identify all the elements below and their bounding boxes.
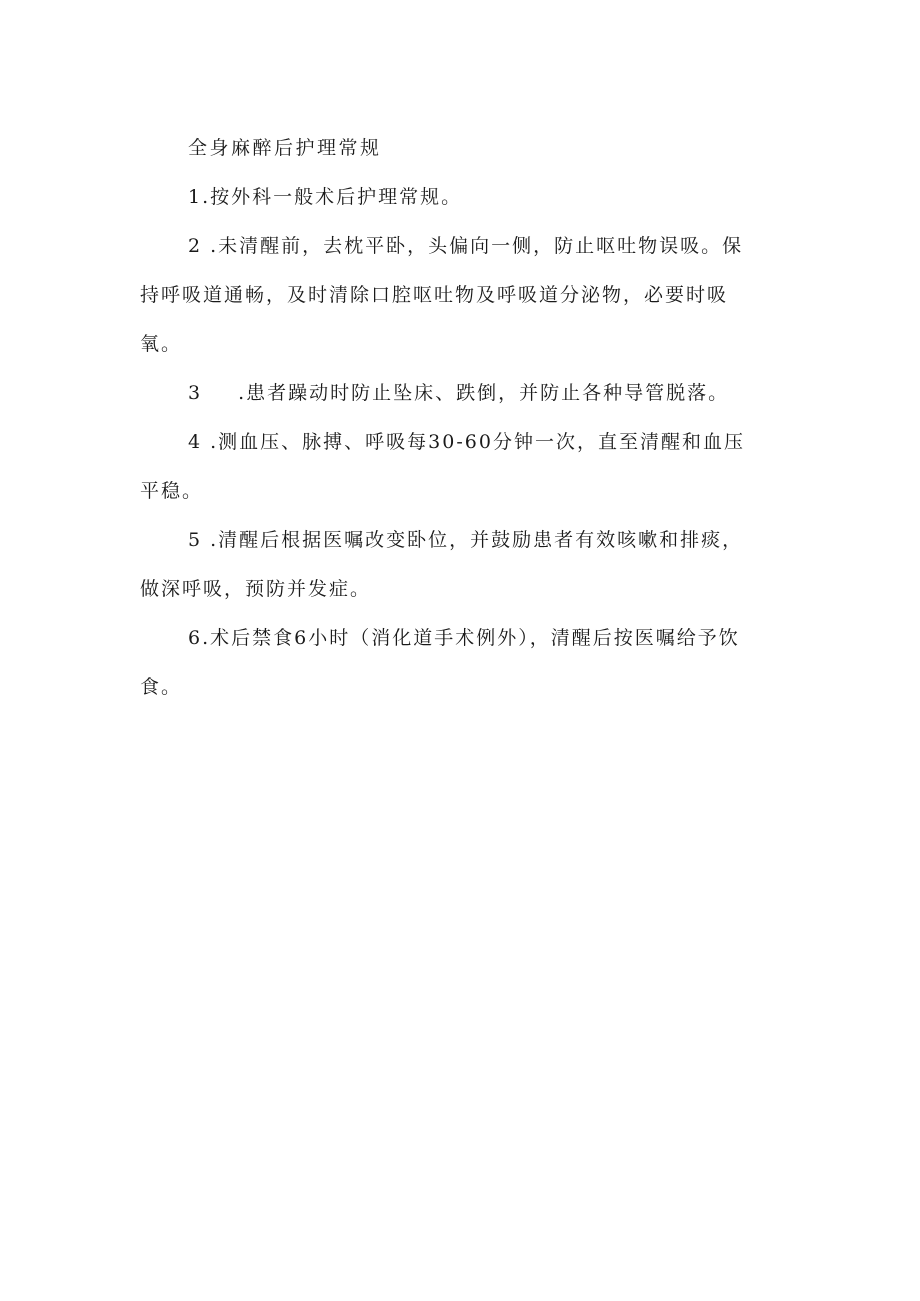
- item-5-line-2: 做深呼吸，预防并发症。: [140, 578, 372, 600]
- document-body: [140, 124, 790, 712]
- item-6-line-1: 6.术后禁食6小时（消化道手术例外），清醒后按医嘱给予饮: [188, 627, 740, 649]
- item-5-line-1: 5 .清醒后根据医嘱改变卧位，并鼓励患者有效咳嗽和排痰，: [188, 529, 744, 551]
- item-6-line-2: 食。: [140, 676, 183, 698]
- item-4-line-2: 平稳。: [140, 480, 204, 502]
- item-3-number: 3: [188, 382, 203, 404]
- item-2-line-1: 2 .未清醒前，去枕平卧，头偏向一侧，防止呕吐物误吸。保: [188, 235, 744, 257]
- item-3-text: .患者躁动时防止坠床、跌倒，并防止各种导管脱落。: [238, 382, 730, 404]
- item-2-line-3: 氧。: [140, 333, 183, 355]
- item-1-line-1: 1.按外科一般术后护理常规。: [188, 186, 463, 208]
- item-2-line-2: 持呼吸道通畅，及时清除口腔呕吐物及呼吸道分泌物，必要时吸: [140, 284, 729, 306]
- item-4-line-1: 4 .测血压、脉搏、呼吸每30-60分钟一次，直至清醒和血压: [188, 431, 745, 453]
- item-3-line-1: [140, 369, 790, 418]
- document-title: 全身麻醉后护理常规: [188, 137, 382, 159]
